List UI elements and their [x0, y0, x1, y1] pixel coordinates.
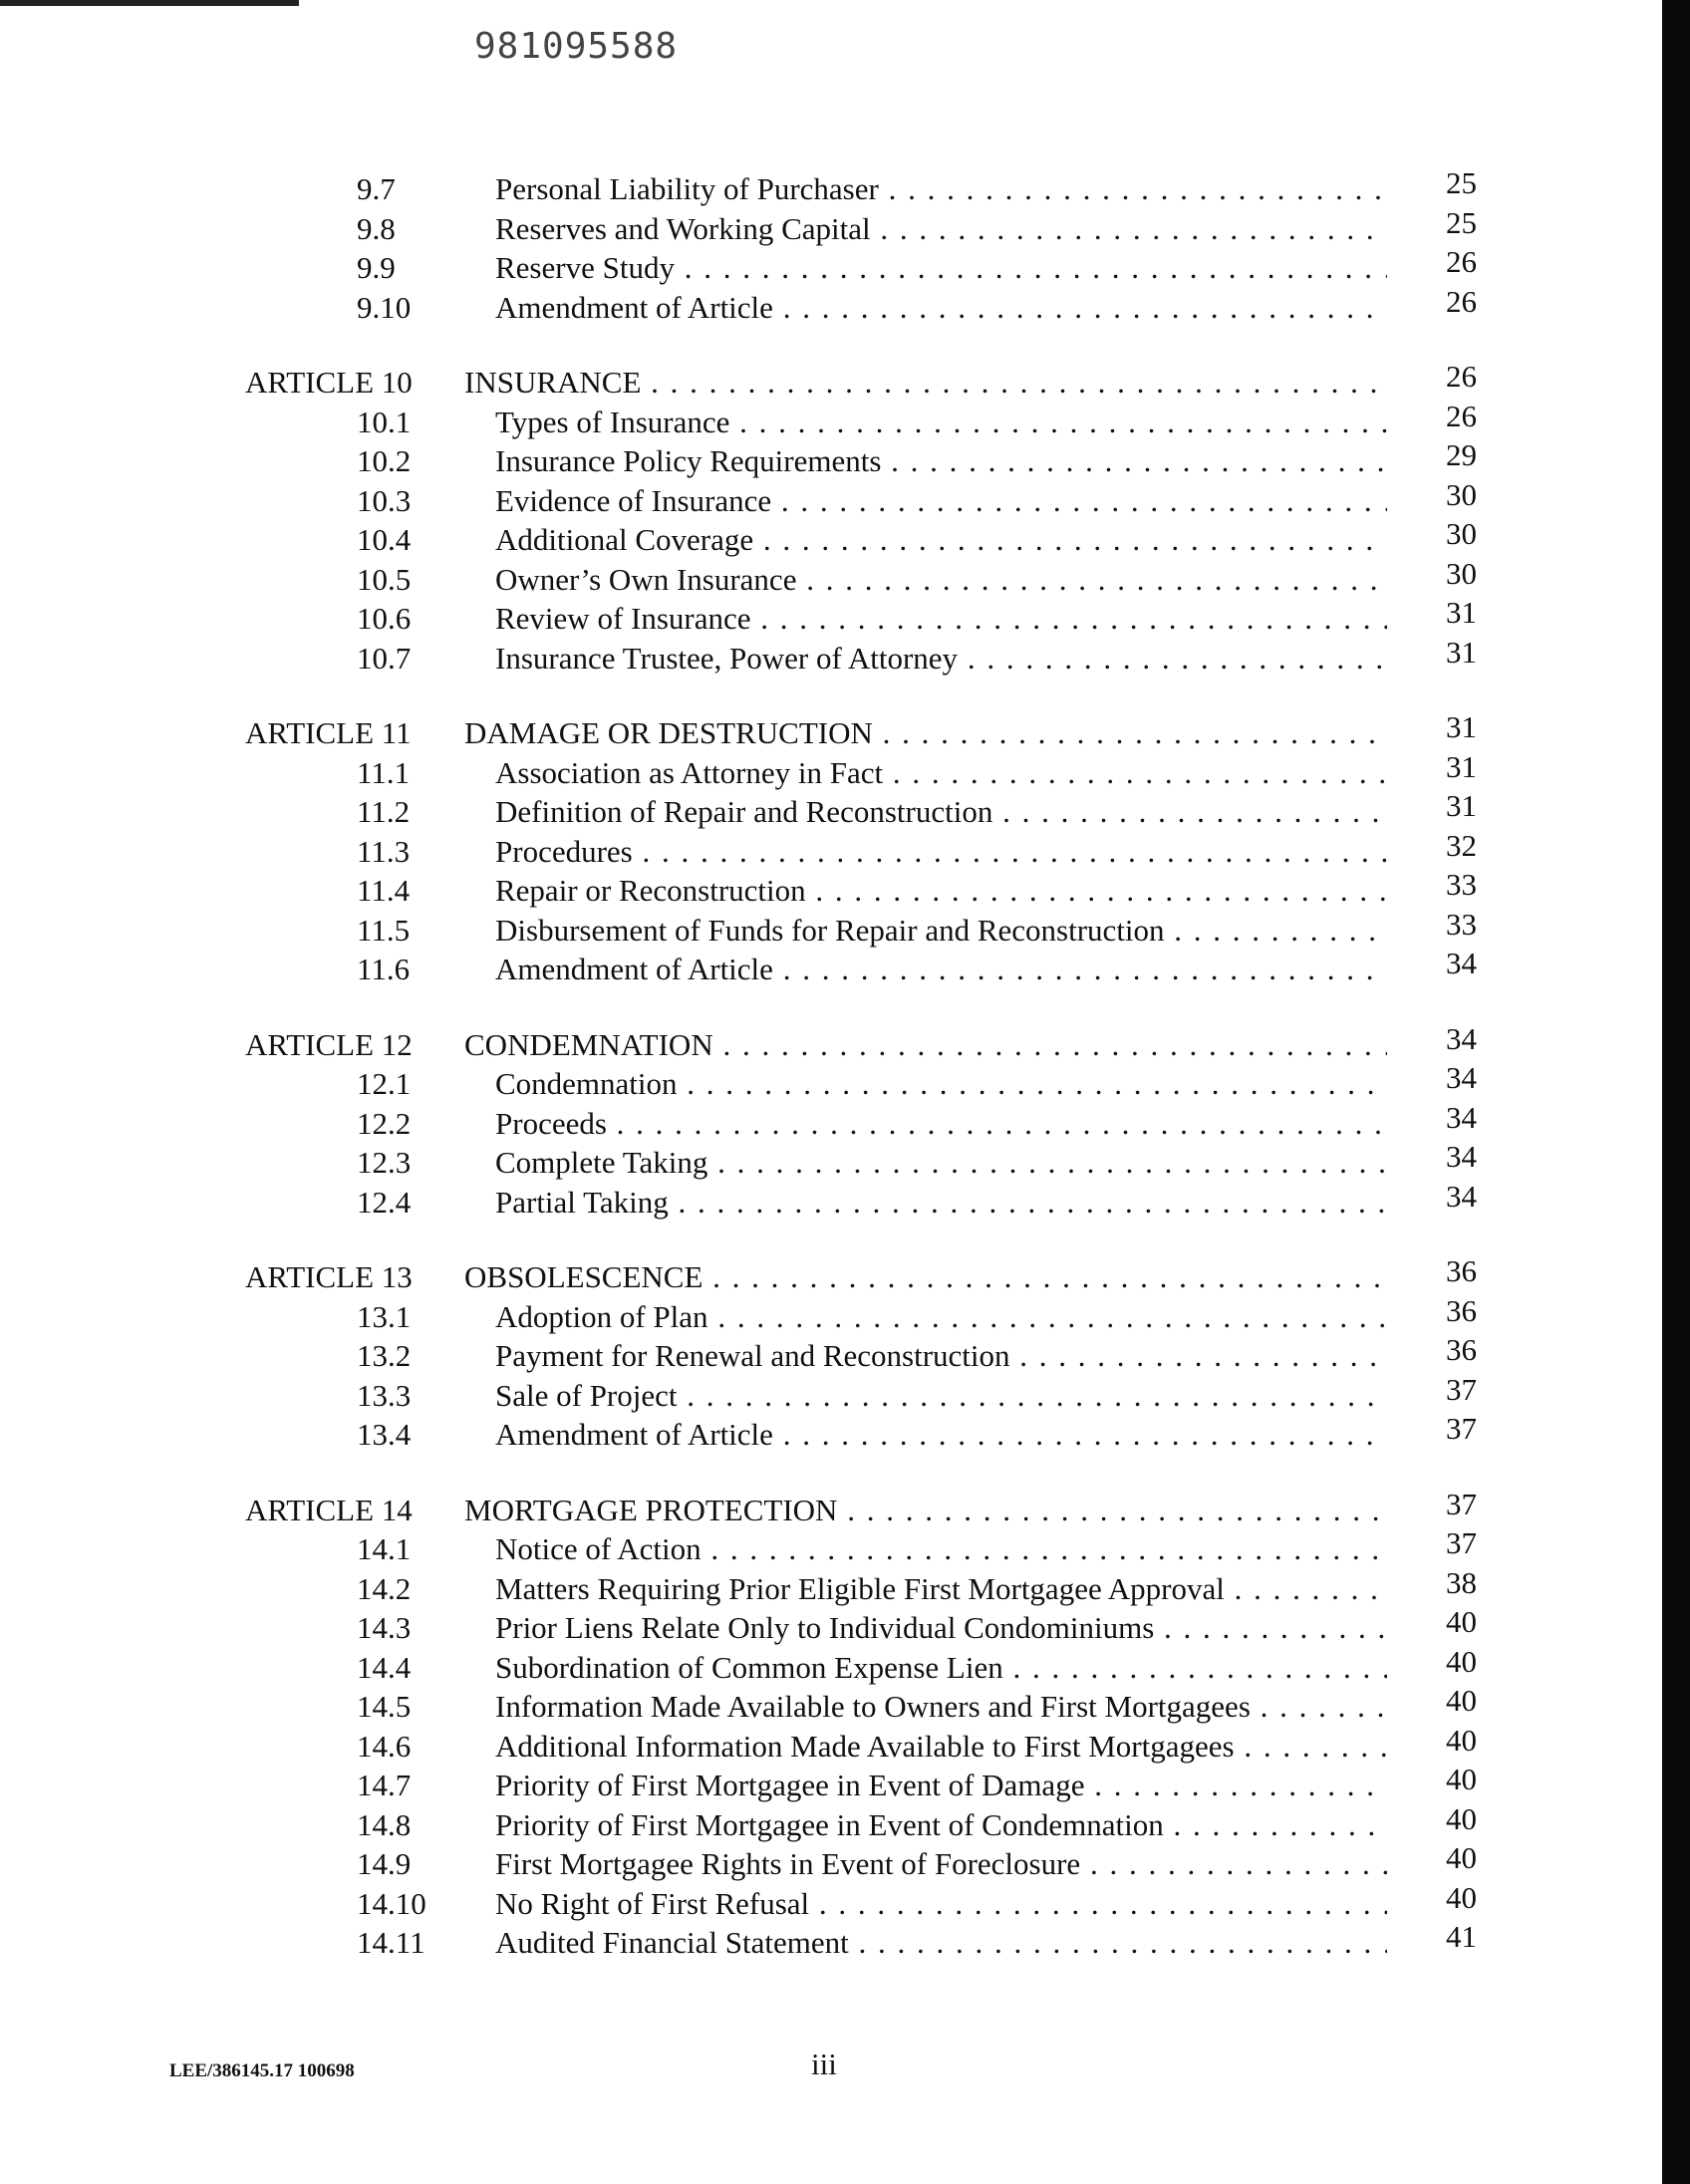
entry-page: 36: [1446, 1332, 1477, 1367]
section-row: [0, 634, 1690, 679]
entry-number: 9.9: [357, 250, 396, 285]
entry-number: 11.6: [357, 952, 411, 986]
entry-title: Association as Attorney in Fact . . .: [495, 753, 1387, 793]
toc-group: [0, 359, 1690, 678]
entry-number: 12.2: [357, 1105, 412, 1141]
entry-number: 9.8: [357, 210, 396, 246]
entry-number: 14.11: [357, 1925, 425, 1960]
entry-title: Condemnation . . .: [495, 1064, 1387, 1104]
entry-title: Definition of Repair and Reconstruction . . .: [495, 792, 1387, 832]
entry-number: 11.1: [357, 754, 411, 790]
entry-page: 34: [1446, 1178, 1477, 1214]
entry-title: Additional Coverage . . .: [495, 520, 1387, 560]
entry-number: 14.5: [357, 1689, 412, 1724]
entry-page: 40: [1446, 1840, 1477, 1875]
entry-page: 33: [1446, 867, 1477, 902]
entry-number: 10.6: [357, 601, 412, 636]
toc-group: [0, 1486, 1690, 1963]
entry-page: 40: [1446, 1722, 1477, 1758]
entry-title: CONDEMNATION . . .: [464, 1025, 1387, 1065]
entry-title: Payment for Renewal and Reconstruction . . .: [495, 1336, 1387, 1376]
toc-group: [0, 709, 1690, 989]
entry-title: Notice of Action . . .: [495, 1529, 1387, 1569]
entry-page: 30: [1446, 516, 1477, 551]
entry-page: 26: [1446, 244, 1477, 279]
entry-page: 34: [1446, 1020, 1477, 1056]
entry-page: 37: [1446, 1486, 1477, 1521]
section-row: [0, 946, 1690, 989]
entry-page: 37: [1446, 1411, 1477, 1446]
entry-title: INSURANCE . . .: [464, 363, 1387, 403]
entry-title: OBSOLESCENCE . . .: [464, 1257, 1387, 1297]
entry-number: 14.9: [357, 1846, 412, 1881]
top-rule: [0, 0, 299, 6]
entry-page: 25: [1446, 165, 1477, 200]
entry-page: 40: [1446, 1604, 1477, 1639]
entry-number: 14.6: [357, 1728, 412, 1764]
entry-number: 13.3: [357, 1377, 412, 1413]
entry-page: 33: [1446, 906, 1477, 942]
entry-title: Partial Taking . . .: [495, 1183, 1387, 1223]
entry-title: Personal Liability of Purchaser . . .: [495, 169, 1387, 209]
entry-page: 26: [1446, 359, 1477, 394]
section-row: [0, 1411, 1690, 1455]
entry-title: Matters Requiring Prior Eligible First Mortgagee Approval . . .: [495, 1569, 1387, 1609]
footer-page-number: iii: [811, 2047, 837, 2081]
entry-title: Complete Taking . . .: [495, 1143, 1387, 1183]
entry-number: 9.10: [357, 289, 412, 325]
entry-number: 9.7: [357, 171, 396, 206]
entry-page: 34: [1446, 1060, 1477, 1095]
entry-number: 11.3: [357, 833, 411, 869]
entry-number: ARTICLE 14: [245, 1492, 413, 1527]
entry-title: Evidence of Insurance . . .: [495, 481, 1387, 521]
entry-number: 13.4: [357, 1417, 412, 1452]
entry-page: 40: [1446, 1762, 1477, 1796]
section-row: [0, 283, 1690, 328]
entry-page: 40: [1446, 1683, 1477, 1718]
entry-title: Amendment of Article . . .: [495, 1415, 1387, 1455]
entry-number: 10.7: [357, 640, 412, 676]
document-number: 981095588: [474, 26, 679, 67]
entry-title: Amendment of Article . . .: [495, 288, 1387, 328]
entry-title: Reserve Study . . .: [495, 248, 1387, 288]
entry-number: 14.1: [357, 1531, 412, 1566]
entry-title: Priority of First Mortgagee in Event of Damage . . .: [495, 1766, 1387, 1805]
entry-title: No Right of First Refusal . . .: [495, 1884, 1387, 1924]
entry-page: 31: [1446, 595, 1477, 630]
entry-number: ARTICLE 10: [245, 365, 413, 400]
entry-number: 10.4: [357, 522, 412, 557]
entry-title: Priority of First Mortgagee in Event of Condemnation . . .: [495, 1805, 1387, 1845]
entry-page: 26: [1446, 398, 1477, 433]
entry-number: 14.3: [357, 1610, 412, 1645]
entry-number: 14.8: [357, 1806, 412, 1842]
section-row: [0, 1919, 1690, 1963]
entry-title: Procedures . . .: [495, 832, 1387, 872]
entry-title: Amendment of Article . . .: [495, 950, 1387, 989]
entry-title: Audited Financial Statement . . .: [495, 1923, 1387, 1963]
entry-page: 36: [1446, 1253, 1477, 1288]
entry-page: 34: [1446, 1099, 1477, 1135]
footer-doc-ref: LEE/386145.17 100698: [169, 2060, 355, 2081]
entry-page: 37: [1446, 1371, 1477, 1407]
entry-number: ARTICLE 11: [245, 715, 412, 750]
entry-page: 36: [1446, 1292, 1477, 1328]
entry-number: 14.2: [357, 1570, 412, 1606]
toc-group: [0, 1253, 1690, 1455]
entry-page: 34: [1446, 1139, 1477, 1174]
entry-title: Insurance Trustee, Power of Attorney . . .: [495, 639, 1387, 679]
entry-page: 31: [1446, 709, 1477, 744]
entry-title: Insurance Policy Requirements . . .: [495, 441, 1387, 481]
entry-title: Additional Information Made Available to First Mortgagees . . .: [495, 1727, 1387, 1767]
toc-group: [0, 165, 1690, 327]
entry-page: 25: [1446, 204, 1477, 240]
entry-number: 14.7: [357, 1768, 412, 1802]
entry-page: 32: [1446, 827, 1477, 863]
entry-number: 11.5: [357, 912, 411, 948]
entry-title: Information Made Available to Owners and First Mortgagees . . .: [495, 1687, 1387, 1727]
entry-number: 10.3: [357, 482, 412, 518]
entry-title: Repair or Reconstruction . . .: [495, 871, 1387, 911]
entry-number: ARTICLE 13: [245, 1259, 413, 1294]
entry-number: 11.2: [357, 794, 411, 829]
entry-page: 31: [1446, 748, 1477, 784]
entry-title: Disbursement of Funds for Repair and Reconstruction . . .: [495, 911, 1387, 951]
entry-number: 14.4: [357, 1649, 412, 1685]
entry-number: 12.4: [357, 1184, 412, 1220]
table-of-contents: [0, 165, 1690, 1999]
entry-page: 41: [1446, 1919, 1477, 1954]
toc-group: [0, 1020, 1690, 1223]
entry-page: 30: [1446, 555, 1477, 591]
entry-number: 12.1: [357, 1066, 412, 1101]
entry-page: 37: [1446, 1525, 1477, 1560]
entry-title: Subordination of Common Expense Lien . . .: [495, 1648, 1387, 1688]
entry-page: 40: [1446, 1879, 1477, 1915]
entry-title: First Mortgagee Rights in Event of Foreclosure . . .: [495, 1844, 1387, 1884]
entry-page: 40: [1446, 1643, 1477, 1679]
entry-number: 10.2: [357, 443, 412, 478]
entry-title: MORTGAGE PROTECTION . . .: [464, 1491, 1387, 1530]
entry-title: Reserves and Working Capital . . .: [495, 209, 1387, 249]
entry-page: 30: [1446, 476, 1477, 512]
entry-page: 26: [1446, 283, 1477, 319]
entry-page: 31: [1446, 634, 1477, 670]
section-row: [0, 1178, 1690, 1223]
entry-number: 11.4: [357, 873, 411, 908]
entry-title: Review of Insurance . . .: [495, 599, 1387, 639]
entry-number: 12.3: [357, 1145, 412, 1180]
entry-page: 31: [1446, 788, 1477, 823]
entry-page: 34: [1446, 946, 1477, 980]
entry-number: 13.1: [357, 1298, 412, 1334]
entry-number: 10.1: [357, 404, 412, 439]
entry-page: 29: [1446, 437, 1477, 472]
entry-title: Types of Insurance . . .: [495, 403, 1387, 442]
entry-number: 13.2: [357, 1338, 412, 1373]
entry-title: Sale of Project . . .: [495, 1376, 1387, 1416]
entry-page: 40: [1446, 1800, 1477, 1836]
entry-title: Adoption of Plan . . .: [495, 1297, 1387, 1337]
entry-title: Proceeds . . .: [495, 1104, 1387, 1144]
entry-title: Prior Liens Relate Only to Individual Condominiums . . .: [495, 1608, 1387, 1648]
entry-number: 10.5: [357, 561, 412, 597]
entry-number: ARTICLE 12: [245, 1026, 413, 1062]
entry-number: 14.10: [357, 1885, 426, 1921]
entry-title: Owner’s Own Insurance . . .: [495, 560, 1387, 600]
entry-title: DAMAGE OR DESTRUCTION . . .: [464, 713, 1387, 753]
entry-page: 38: [1446, 1564, 1477, 1600]
